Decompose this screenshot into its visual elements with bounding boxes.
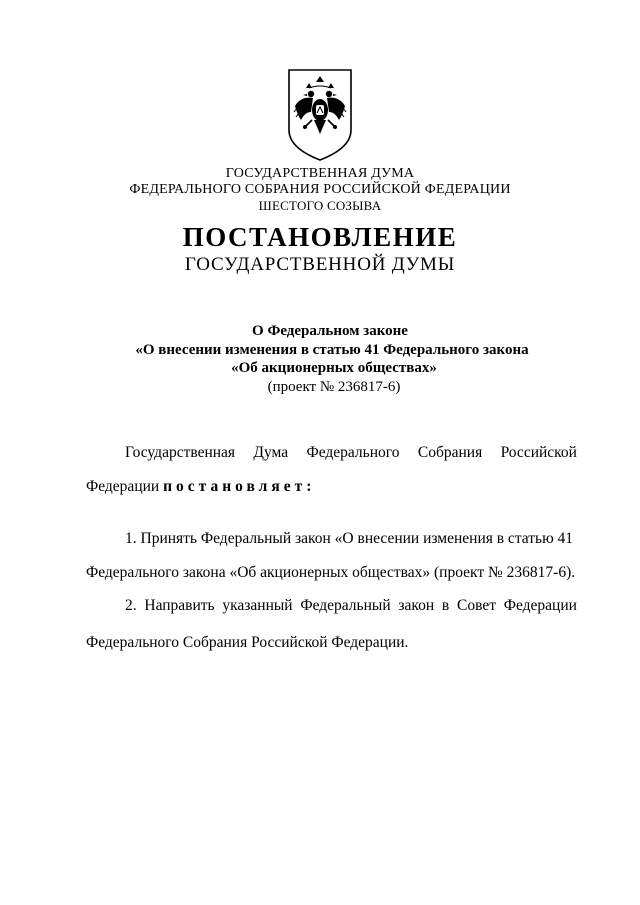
- intro-word: Государственная: [125, 444, 236, 461]
- item-2-word: Федерации: [503, 597, 577, 614]
- item-1-line-1: 1. Принять Федеральный закон «О внесении изменения в статью 41: [125, 530, 574, 547]
- intro-paragraph-line-1: [125, 444, 577, 462]
- item-2-line-2: Федерального Собрания Российской Федерации.: [86, 634, 409, 651]
- item-2-word: в: [441, 597, 450, 614]
- intro-paragraph-line-2: [86, 478, 315, 496]
- item-2-word: Совет: [457, 597, 496, 614]
- document-subtitle: ГОСУДАРСТВЕННОЙ ДУМЫ: [184, 254, 456, 275]
- item-2-word: Направить: [144, 597, 215, 614]
- item-1-line-2: Федерального закона «Об акционерных обществах» (проект № 236817-6).: [86, 564, 576, 581]
- subject-line-3: «Об акционерных обществах»: [231, 360, 437, 376]
- document-title: ПОСТАНОВЛЕНИЕ: [182, 222, 458, 252]
- intro-word: Дума: [253, 444, 289, 461]
- subject-line-1: О Федеральном законе: [252, 323, 408, 339]
- subject-line-2: «О внесении изменения в статью 41 Федерального закона: [135, 342, 529, 358]
- intro-word: Собрания: [417, 444, 483, 461]
- item-2-word: указанный: [222, 597, 293, 614]
- item-2-line-1: [125, 597, 577, 615]
- intro-word: Российской: [500, 444, 577, 461]
- subject-line-4: (проект № 236817-6): [267, 379, 401, 395]
- issuer-line-2: ФЕДЕРАЛЬНОГО СОБРАНИЯ РОССИЙСКОЙ ФЕДЕРАЦИИ: [129, 182, 511, 197]
- coat-of-arms-icon: [287, 68, 353, 162]
- item-2-word: Федеральный: [300, 597, 391, 614]
- item-2-word: закон: [398, 597, 435, 614]
- intro-word: Федерального: [306, 444, 400, 461]
- issuer-line-3: ШЕСТОГО СОЗЫВА: [258, 198, 382, 213]
- intro-verb: постановляет:: [163, 478, 316, 495]
- issuer-line-1: ГОСУДАРСТВЕННАЯ ДУМА: [225, 166, 415, 181]
- intro-prefix: Федерации: [86, 478, 160, 495]
- item-2-word: 2.: [125, 597, 137, 614]
